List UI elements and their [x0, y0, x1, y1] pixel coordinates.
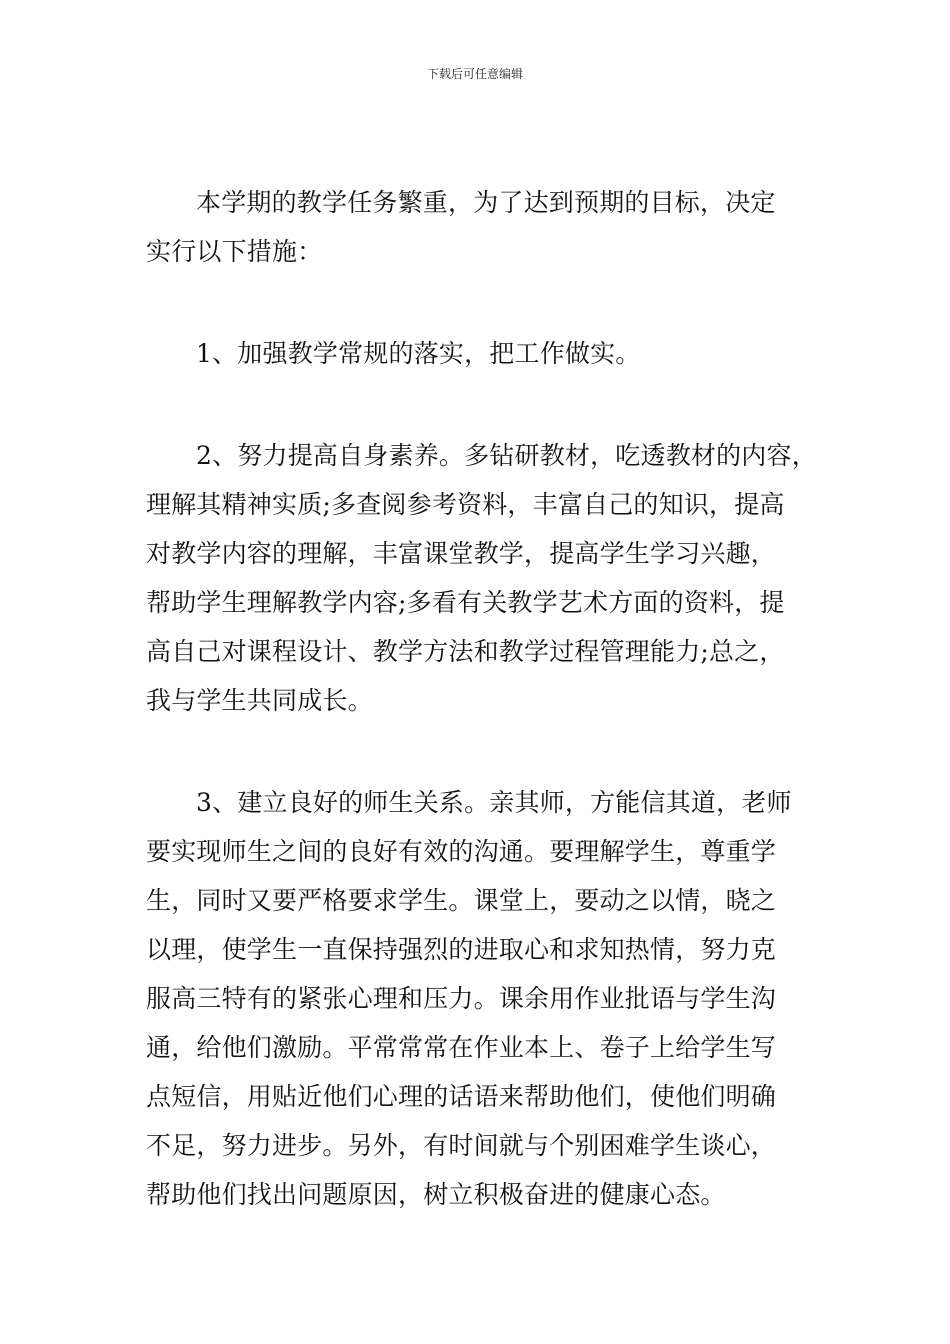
- text-line: 我与学生共同成长。: [146, 686, 373, 715]
- text-line: 通，给他们激励。平常常常在作业本上、卷子上给学生写: [146, 1033, 777, 1062]
- document-body: [146, 178, 816, 1219]
- text-line: 实行以下措施：: [146, 237, 323, 266]
- text-line: 点短信，用贴近他们心理的话语来帮助他们，使他们明确: [146, 1082, 777, 1111]
- paragraph-intro: [146, 178, 816, 276]
- text-line: 生，同时又要严格要求学生。课堂上，要动之以情，晓之: [146, 886, 777, 915]
- text-line: 1、加强教学常规的落实，把工作做实。: [196, 339, 641, 368]
- paragraph-item-3: [146, 778, 816, 1219]
- text-line: 高自己对课程设计、教学方法和教学过程管理能力;总之，: [146, 637, 785, 666]
- text-line: 本学期的教学任务繁重，为了达到预期的目标，决定: [196, 188, 776, 217]
- text-line: 理解其精神实质;多查阅参考资料，丰富自己的知识，提高: [146, 490, 785, 519]
- text-line: 对教学内容的理解，丰富课堂教学，提高学生学习兴趣，: [146, 539, 777, 568]
- paragraph-item-2: [146, 431, 816, 725]
- paragraph-item-1: [146, 329, 816, 378]
- text-line: 帮助学生理解教学内容;多看有关教学艺术方面的资料，提: [146, 588, 785, 617]
- text-line: 以理，使学生一直保持强烈的进取心和求知热情，努力克: [146, 935, 777, 964]
- text-line: 服高三特有的紧张心理和压力。课余用作业批语与学生沟: [146, 984, 777, 1013]
- text-line: 帮助他们找出问题原因，树立积极奋进的健康心态。: [146, 1180, 726, 1209]
- text-line: 2、努力提高自身素养。多钻研教材，吃透教材的内容，: [196, 441, 817, 470]
- page-header: 下载后可任意编辑: [426, 67, 523, 81]
- text-line: 要实现师生之间的良好有效的沟通。要理解学生，尊重学: [146, 837, 777, 866]
- text-line: 不足，努力进步。另外，有时间就与个别困难学生谈心，: [146, 1131, 777, 1160]
- text-line: 3、建立良好的师生关系。亲其师，方能信其道，老师: [196, 788, 792, 817]
